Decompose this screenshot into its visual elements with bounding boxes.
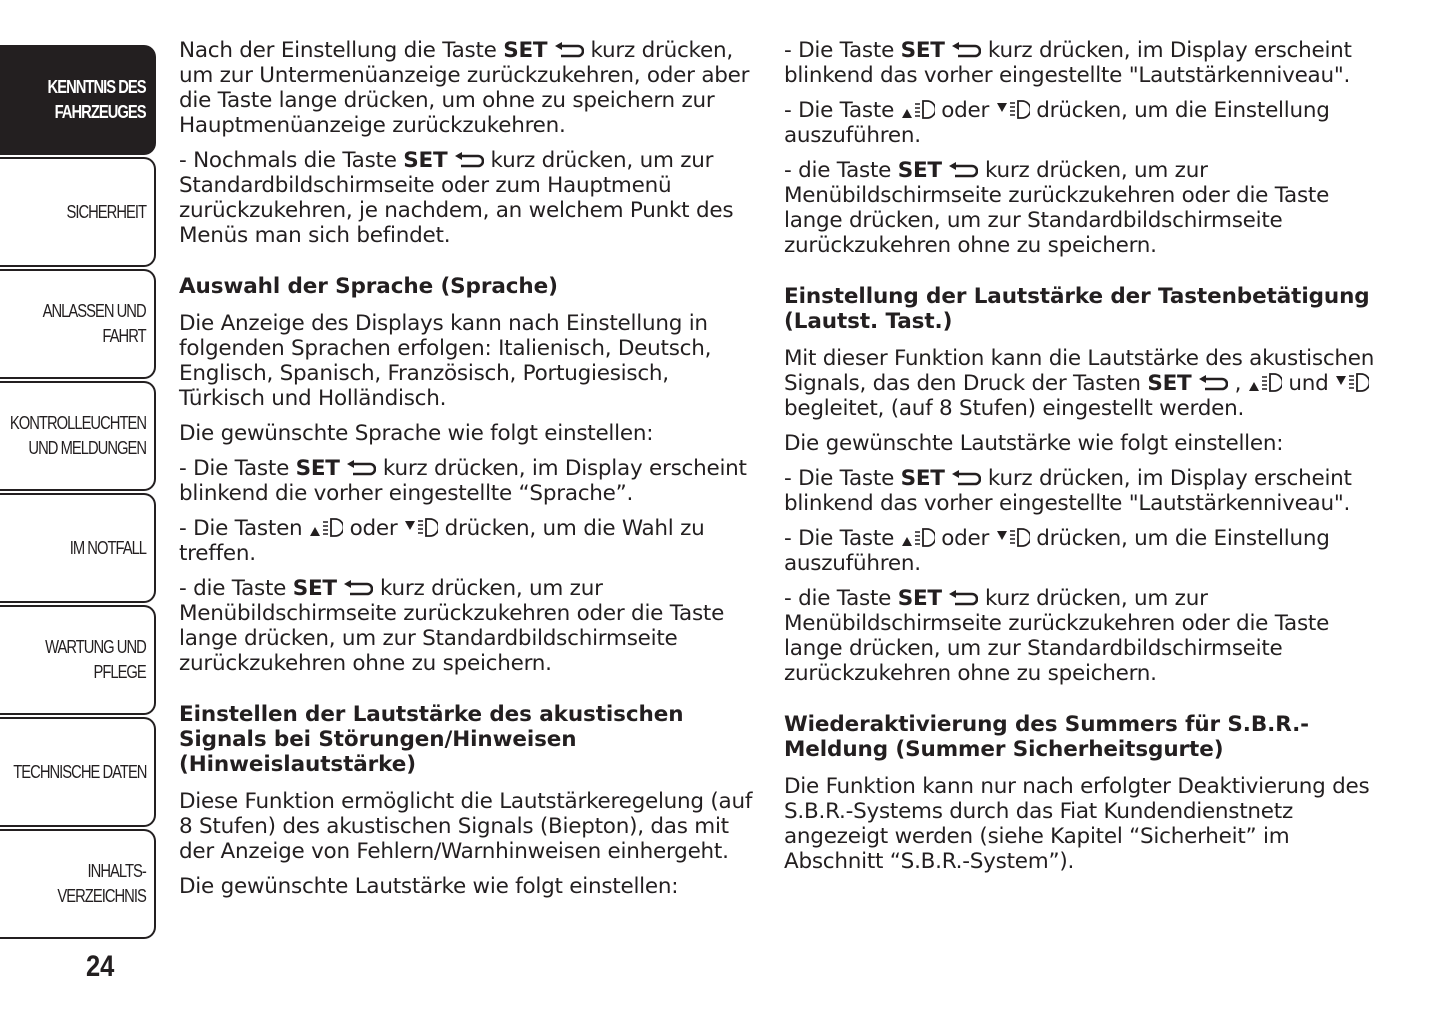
paragraph: Diese Funktion ermöglicht die Lautstärkeregelung (auf 8 Stufen) des akustischen Signals (Biepton), das mit der Anzeige von Fehlern/Warnhinweisen einhergeht. [179,789,753,864]
set-key-label: SET [292,576,337,601]
tab-label: SICHERHEIT [66,201,146,222]
paragraph: Die gewünschte Lautstärke wie folgt einstellen: [179,874,679,899]
up-triangle-light-icon [901,526,935,548]
tab-label: TECHNISCHE DATEN [12,761,146,782]
up-triangle-light-icon [1248,371,1282,393]
down-triangle-light-icon [996,98,1030,120]
tab-label: KENNTNIS DES [47,77,146,97]
tab-sicherheit[interactable] [0,157,156,267]
right-column [784,38,1384,884]
up-triangle-light-icon [309,516,343,538]
down-triangle-light-icon [404,516,438,538]
paragraph: - die Taste SET kurz drücken, um zur Menübildschirmseite zurückzukehren oder die Taste lange drücken, um zur Standardbildschirmseite zurückzukehren ohne zu speichern. [784,158,1330,258]
tab-label: ANLASSEN UND [42,301,146,321]
set-key-label: SET [1147,371,1192,396]
return-arrow-icon [948,162,978,180]
paragraph: - Die Taste SET kurz drücken, im Display erscheint blinkend die vorher eingestellte “Sprache”. [179,456,747,506]
return-arrow-icon [951,470,981,488]
tab-label: FAHRT [102,326,146,346]
left-column [179,38,754,909]
return-arrow-icon [948,590,978,608]
return-arrow-icon [454,152,484,170]
return-arrow-icon [554,42,584,60]
return-arrow-icon [343,580,373,598]
paragraph: - Nochmals die Taste SET kurz drücken, um zur Standardbildschirmseite oder zum Hauptmenü zurückzukehren, je nachdem, an welchem Punkt des Menüs man sich befindet. [179,148,734,248]
down-triangle-light-icon [1335,371,1369,393]
up-triangle-light-icon [901,98,935,120]
paragraph: - Die Taste oder drücken, um die Einstellung auszuführen. [784,526,1330,576]
tab-label: FAHRZEUGES [54,102,146,122]
paragraph: - die Taste SET kurz drücken, um zur Menübildschirmseite zurückzukehren oder die Taste lange drücken, um zur Standardbildschirmseite zurückzukehren ohne zu speichern. [179,576,725,676]
set-key-label: SET [900,38,945,63]
section-heading: Einstellung der Lautstärke der Tastenbetätigung (Lautst. Tast.) [784,284,1370,334]
tab-label: INHALTS- [87,861,146,881]
paragraph: Die Anzeige des Displays kann nach Einstellung in folgenden Sprachen erfolgen: Italienisch, Deutsch, Englisch, Spanisch, Französisch, Portugiesisch, Türkisch und Holländisch. [179,311,712,411]
paragraph: Die gewünschte Sprache wie folgt einstellen: [179,421,654,446]
section-heading: Auswahl der Sprache (Sprache) [179,274,558,299]
section-heading: Einstellen der Lautstärke des akustischen Signals bei Störungen/Hinweisen (Hinweislautstärke) [179,702,684,777]
return-arrow-icon [346,460,376,478]
tab-label: WARTUNG UND [45,637,146,657]
set-key-label: SET [900,466,945,491]
set-key-label: SET [897,586,942,611]
tab-kenntnis-des-fahrzeuges[interactable] [0,45,156,155]
page-number: 24 [86,950,115,983]
tab-label: IM NOTFALL [69,537,146,558]
paragraph: - Die Tasten oder drücken, um die Wahl zu treffen. [179,516,705,566]
paragraph: - Die Taste SET kurz drücken, im Display erscheint blinkend das vorher eingestellte "Lautstärkenniveau". [784,38,1352,88]
tab-anlassen-und-fahrt[interactable] [0,269,156,379]
tab-label: PFLEGE [93,662,146,682]
paragraph: Nach der Einstellung die Taste SET kurz drücken, um zur Untermenüanzeige zurückzukehren, oder aber die Taste lange drücken, um ohne zu speichern zur Hauptmenüanzeige zurückzukehren. [179,38,750,138]
tab-im-notfall[interactable] [0,493,156,603]
paragraph: - Die Taste SET kurz drücken, im Display erscheint blinkend das vorher eingestellte "Lautstärkenniveau". [784,466,1352,516]
tab-wartung-und-pflege[interactable] [0,605,156,715]
tab-inhaltsverzeichnis[interactable] [0,829,156,939]
tab-label: KONTROLLEUCHTEN [9,413,146,433]
down-triangle-light-icon [996,526,1030,548]
paragraph: Die gewünschte Lautstärke wie folgt einstellen: [784,431,1284,456]
paragraph: - Die Taste oder drücken, um die Einstellung auszuführen. [784,98,1330,148]
tab-kontrolleuchten-und-meldungen[interactable] [0,381,156,491]
tab-label: VERZEICHNIS [57,886,146,906]
paragraph: Mit dieser Funktion kann die Lautstärke des akustischen Signals, das den Druck der Tasten SET , und begleitet, (auf 8 Stufen) eingestellt werden. [784,346,1375,421]
set-key-label: SET [897,158,942,183]
set-key-label: SET [295,456,340,481]
return-arrow-icon [1198,375,1228,393]
set-key-label: SET [503,38,548,63]
paragraph: Die Funktion kann nur nach erfolgter Deaktivierung des S.B.R.-Systems durch das Fiat Kundendienstnetz angezeigt werden (siehe Kapitel “Sicherheit” im Abschnitt “S.B.R.-System”). [784,774,1370,874]
section-heading: Wiederaktivierung des Summers für S.B.R.-Meldung (Summer Sicherheitsgurte) [784,712,1309,762]
paragraph: - die Taste SET kurz drücken, um zur Menübildschirmseite zurückzukehren oder die Taste lange drücken, um zur Standardbildschirmseite zurückzukehren ohne zu speichern. [784,586,1330,686]
return-arrow-icon [951,42,981,60]
tab-technische-daten[interactable] [0,717,156,827]
tab-label: UND MELDUNGEN [28,438,146,458]
set-key-label: SET [403,148,448,173]
